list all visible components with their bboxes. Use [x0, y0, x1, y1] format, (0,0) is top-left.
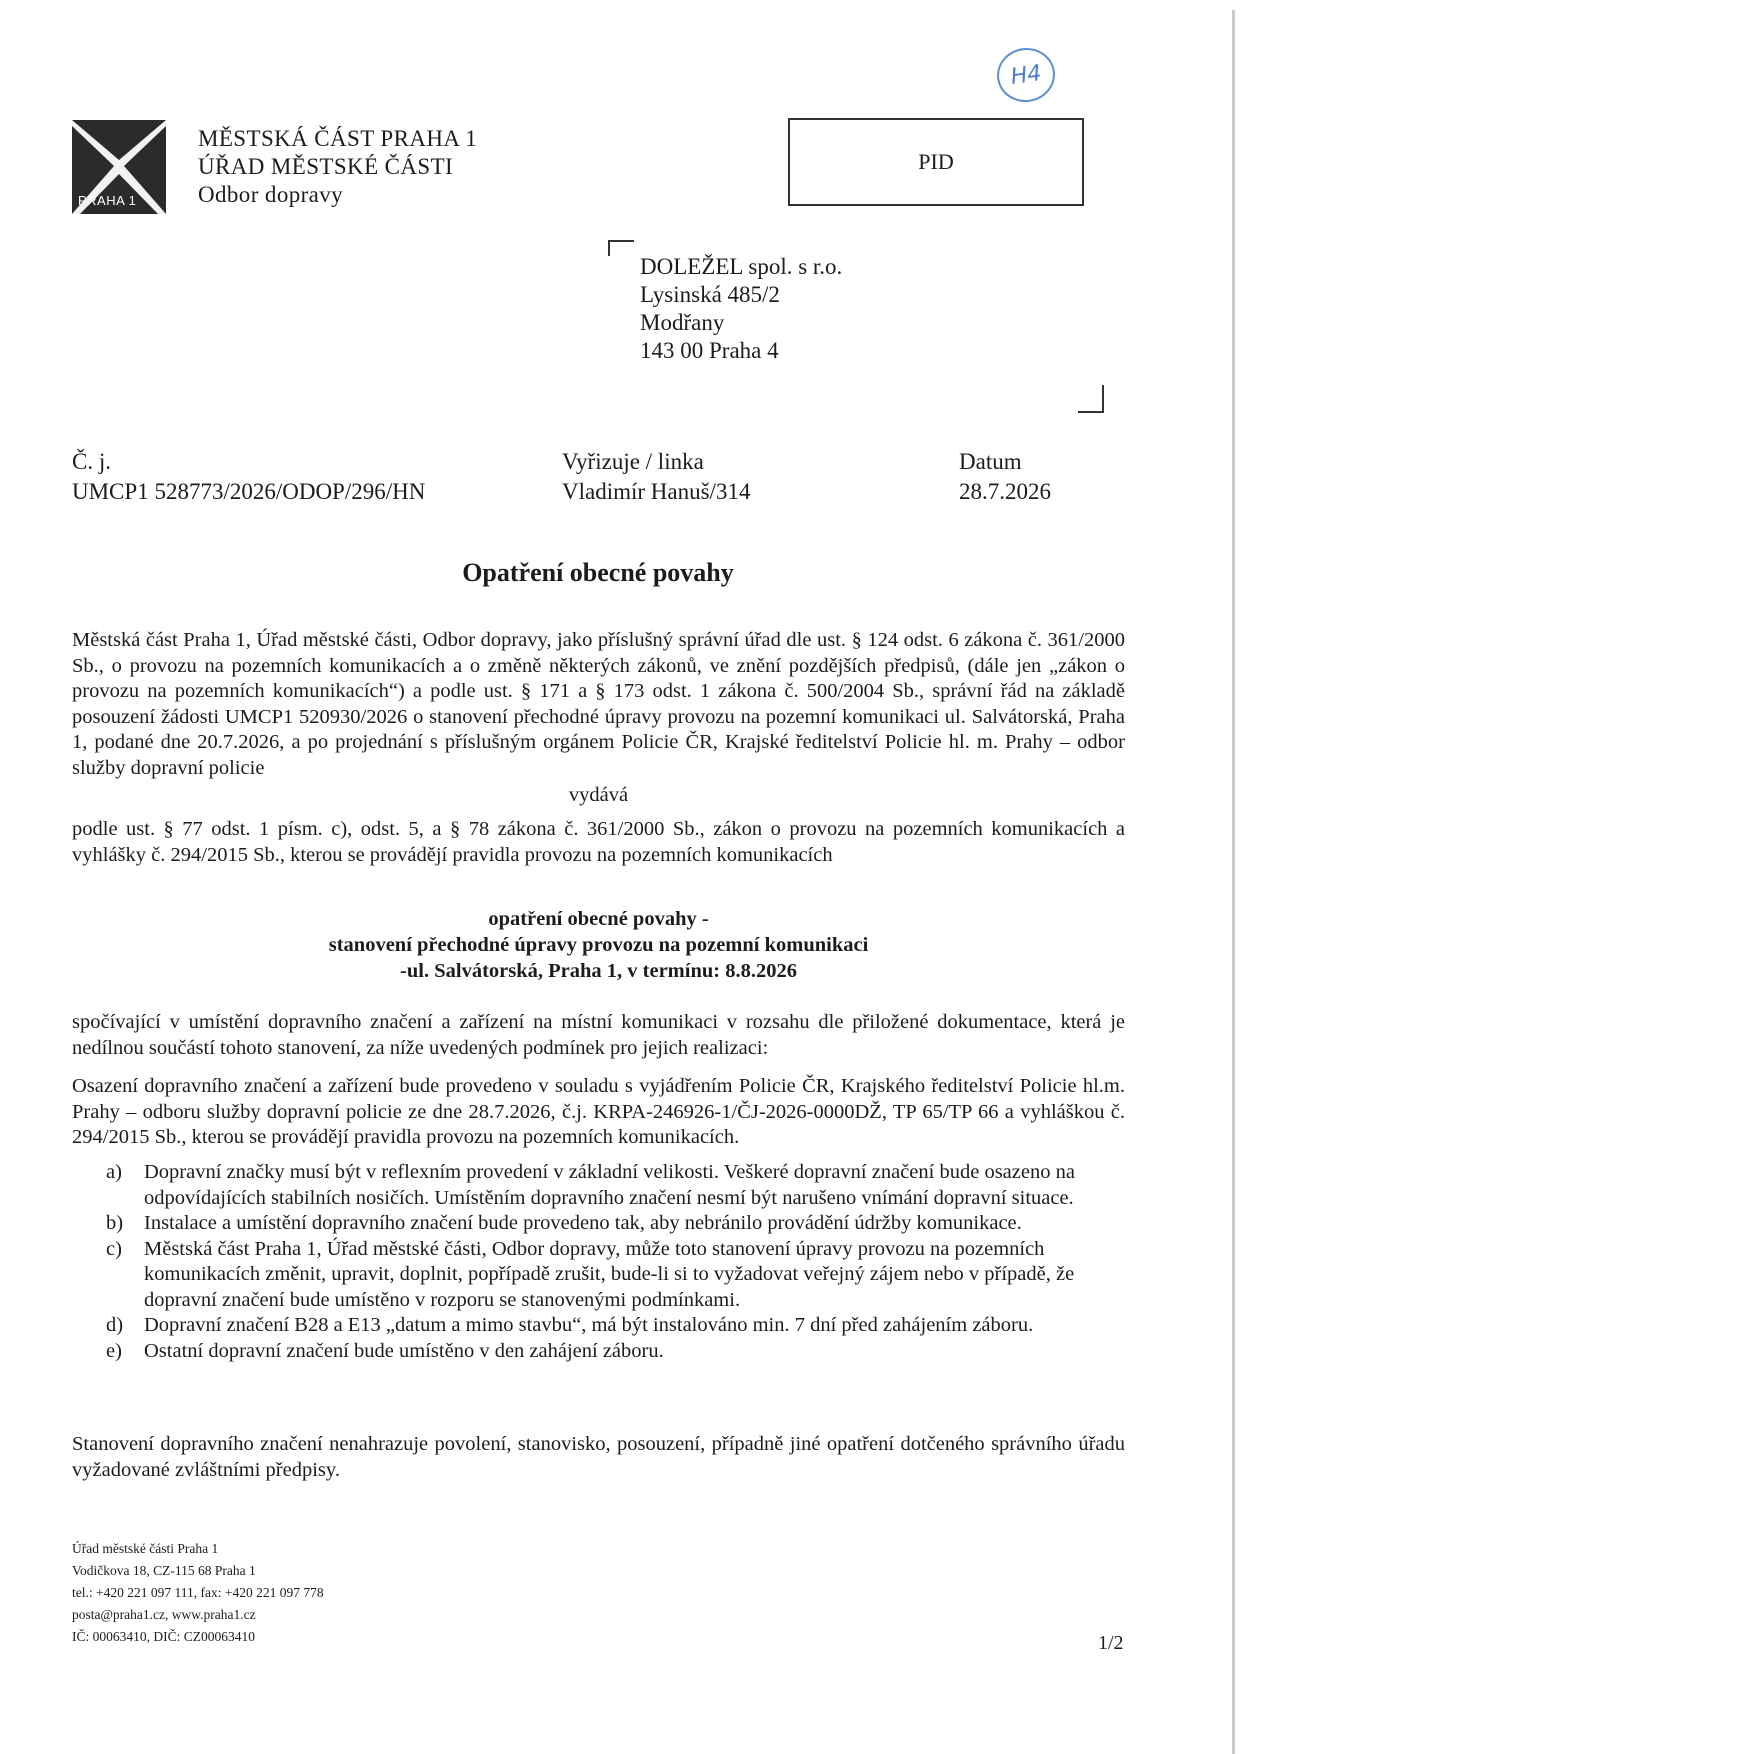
praha1-logo: [72, 120, 166, 214]
document-title: Opatření obecné povahy: [462, 558, 734, 587]
scan-edge: [1232, 10, 1235, 1754]
logo-text: PRAHA 1: [78, 193, 137, 208]
legal-basis-paragraph: podle ust. § 77 odst. 1 písm. c), odst. 5, a § 78 zákona č. 361/2000 Sb., zákon o provozu na pozemních komunikacích a vyhlášky č. 294/2015 Sb., kterou se provádějí pravidla provozu na pozemních komunikacích: [72, 818, 1125, 866]
conditions-list: [72, 1160, 1125, 1364]
footer-web: posta@praha1.cz, www.praha1.cz: [72, 1607, 256, 1622]
footer-ids: IČ: 00063410, DIČ: CZ00063410: [72, 1629, 256, 1644]
footer-contact: [72, 1538, 324, 1648]
installation-paragraph: Osazení dopravního značení a zařízení bude provedeno v souladu s vyjádřením Policie ČR, Krajského ředitelství Policie hl.m. Prahy – odboru služby dopravní policie ze dne 28.7.2026, č.j. KRPA-246926-1/ČJ-2026-0000DŽ, TP 65/TP 66 a vyhláškou č. 294/2015 Sb., kterou se provádějí pravidla provozu na pozemních komunikacích.: [72, 1075, 1125, 1148]
closing-paragraph: Stanovení dopravního značení nenahrazuje povolení, stanovisko, posouzení, případně jiné opatření dotčeného správního úřadu vyžadované zvláštními předpisy.: [72, 1433, 1125, 1481]
condition-item: a) Dopravní značky musí být v reflexním provedení v základní velikosti. Veškeré dopravní značení bude osazeno na odpovídajících stabilních nosičích. Umístěním dopravního značení nesmí být narušeno vnímání dopravní situace.: [106, 1161, 1075, 1209]
page-margin: [1235, 0, 1754, 1754]
condition-item: c) Městská část Praha 1, Úřad městské části, Odbor dopravy, může toto stanovení úpravy provozu na pozemních komunikacích změnit, upravit, doplnit, popřípadě zrušit, bude-li si to vyžadovat veřejný zájem nebo v případě, že dopravní značení bude umístěno v rozporu se stanovenými podmínkami.: [106, 1237, 1075, 1311]
recipient-name: DOLEŽEL spol. s r.o.: [640, 254, 843, 279]
scope-paragraph: spočívající v umístění dopravního značení a zařízení na místní komunikaci v rozsahu dle přiložené dokumentace, která je nedílnou součástí tohoto stanovení, za níže uvedených podmínek pro jejich realizaci:: [72, 1011, 1125, 1059]
pid-box: PID: [788, 118, 1084, 206]
condition-item: d) Dopravní značení B28 a E13 „datum a mimo stavbu“, má být instalováno min. 7 dní před zahájením záboru.: [106, 1314, 1034, 1336]
recipient-district: Modřany: [640, 310, 725, 335]
org-office: ÚŘAD MĚSTSKÉ ČÁSTI: [198, 154, 454, 179]
footer-phone: tel.: +420 221 097 111, fax: +420 221 097 778: [72, 1585, 324, 1600]
recipient-address: [640, 253, 842, 365]
issuing-authority: [198, 125, 477, 209]
page-number: 1/2: [1098, 1632, 1124, 1654]
recipient-city: 143 00 Praha 4: [640, 338, 779, 363]
address-corner-top-left: [608, 240, 634, 256]
condition-item: b) Instalace a umístění dopravního značení bude provedeno tak, aby nebránilo provádění údržby komunikace.: [106, 1212, 1022, 1234]
org-name: MĚSTSKÁ ČÁST PRAHA 1: [198, 126, 478, 151]
condition-item: e) Ostatní dopravní značení bude umístěno v den zahájení záboru.: [106, 1339, 664, 1362]
handler: Vyřizuje / linka Vladimír Hanuš/314: [562, 449, 751, 504]
footer-address: Vodičkova 18, CZ-115 68 Praha 1: [72, 1563, 256, 1578]
measure-title: opatření obecné povahy - stanovení přechodné úpravy provozu na pozemní komunikaci -ul. Salvátorská, Praha 1, v termínu: 8.8.2026: [328, 908, 869, 982]
org-department: Odbor dopravy: [198, 182, 344, 207]
footer-office: Úřad městské části Praha 1: [72, 1541, 219, 1556]
reference-number: Č. j. UMCP1 528773/2026/ODOP/296/HN: [72, 449, 426, 504]
issues-line: vydává: [568, 784, 629, 806]
document-date: Datum 28.7.2026: [959, 449, 1051, 504]
address-corner-bottom-right: [1078, 385, 1104, 413]
recipient-street: Lysinská 485/2: [640, 282, 780, 307]
intro-paragraph: Městská část Praha 1, Úřad městské části, Odbor dopravy, jako příslušný správní úřad dle ust. § 124 odst. 6 zákona č. 361/2000 Sb., o provozu na pozemních komunikacích a o změně některých zákonů, ve znění pozdějších předpisů, (dále jen „zákon o provozu na pozemních komunikacích“) a podle ust. § 171 a § 173 odst. 1 zákona č. 500/2004 Sb., správní řád na základě posouzení žádosti UMCP1 520930/2026 o stanovení přechodné úpravy provozu na pozemní komunikaci ul. Salvátorská, Praha 1, podané dne 20.7.2026, a po projednání s příslušným orgánem Policie ČR, Krajské ředitelství Policie hl. m. Prahy – odbor služby dopravní policie: [72, 629, 1125, 779]
handwritten-stamp: H4: [994, 44, 1059, 106]
